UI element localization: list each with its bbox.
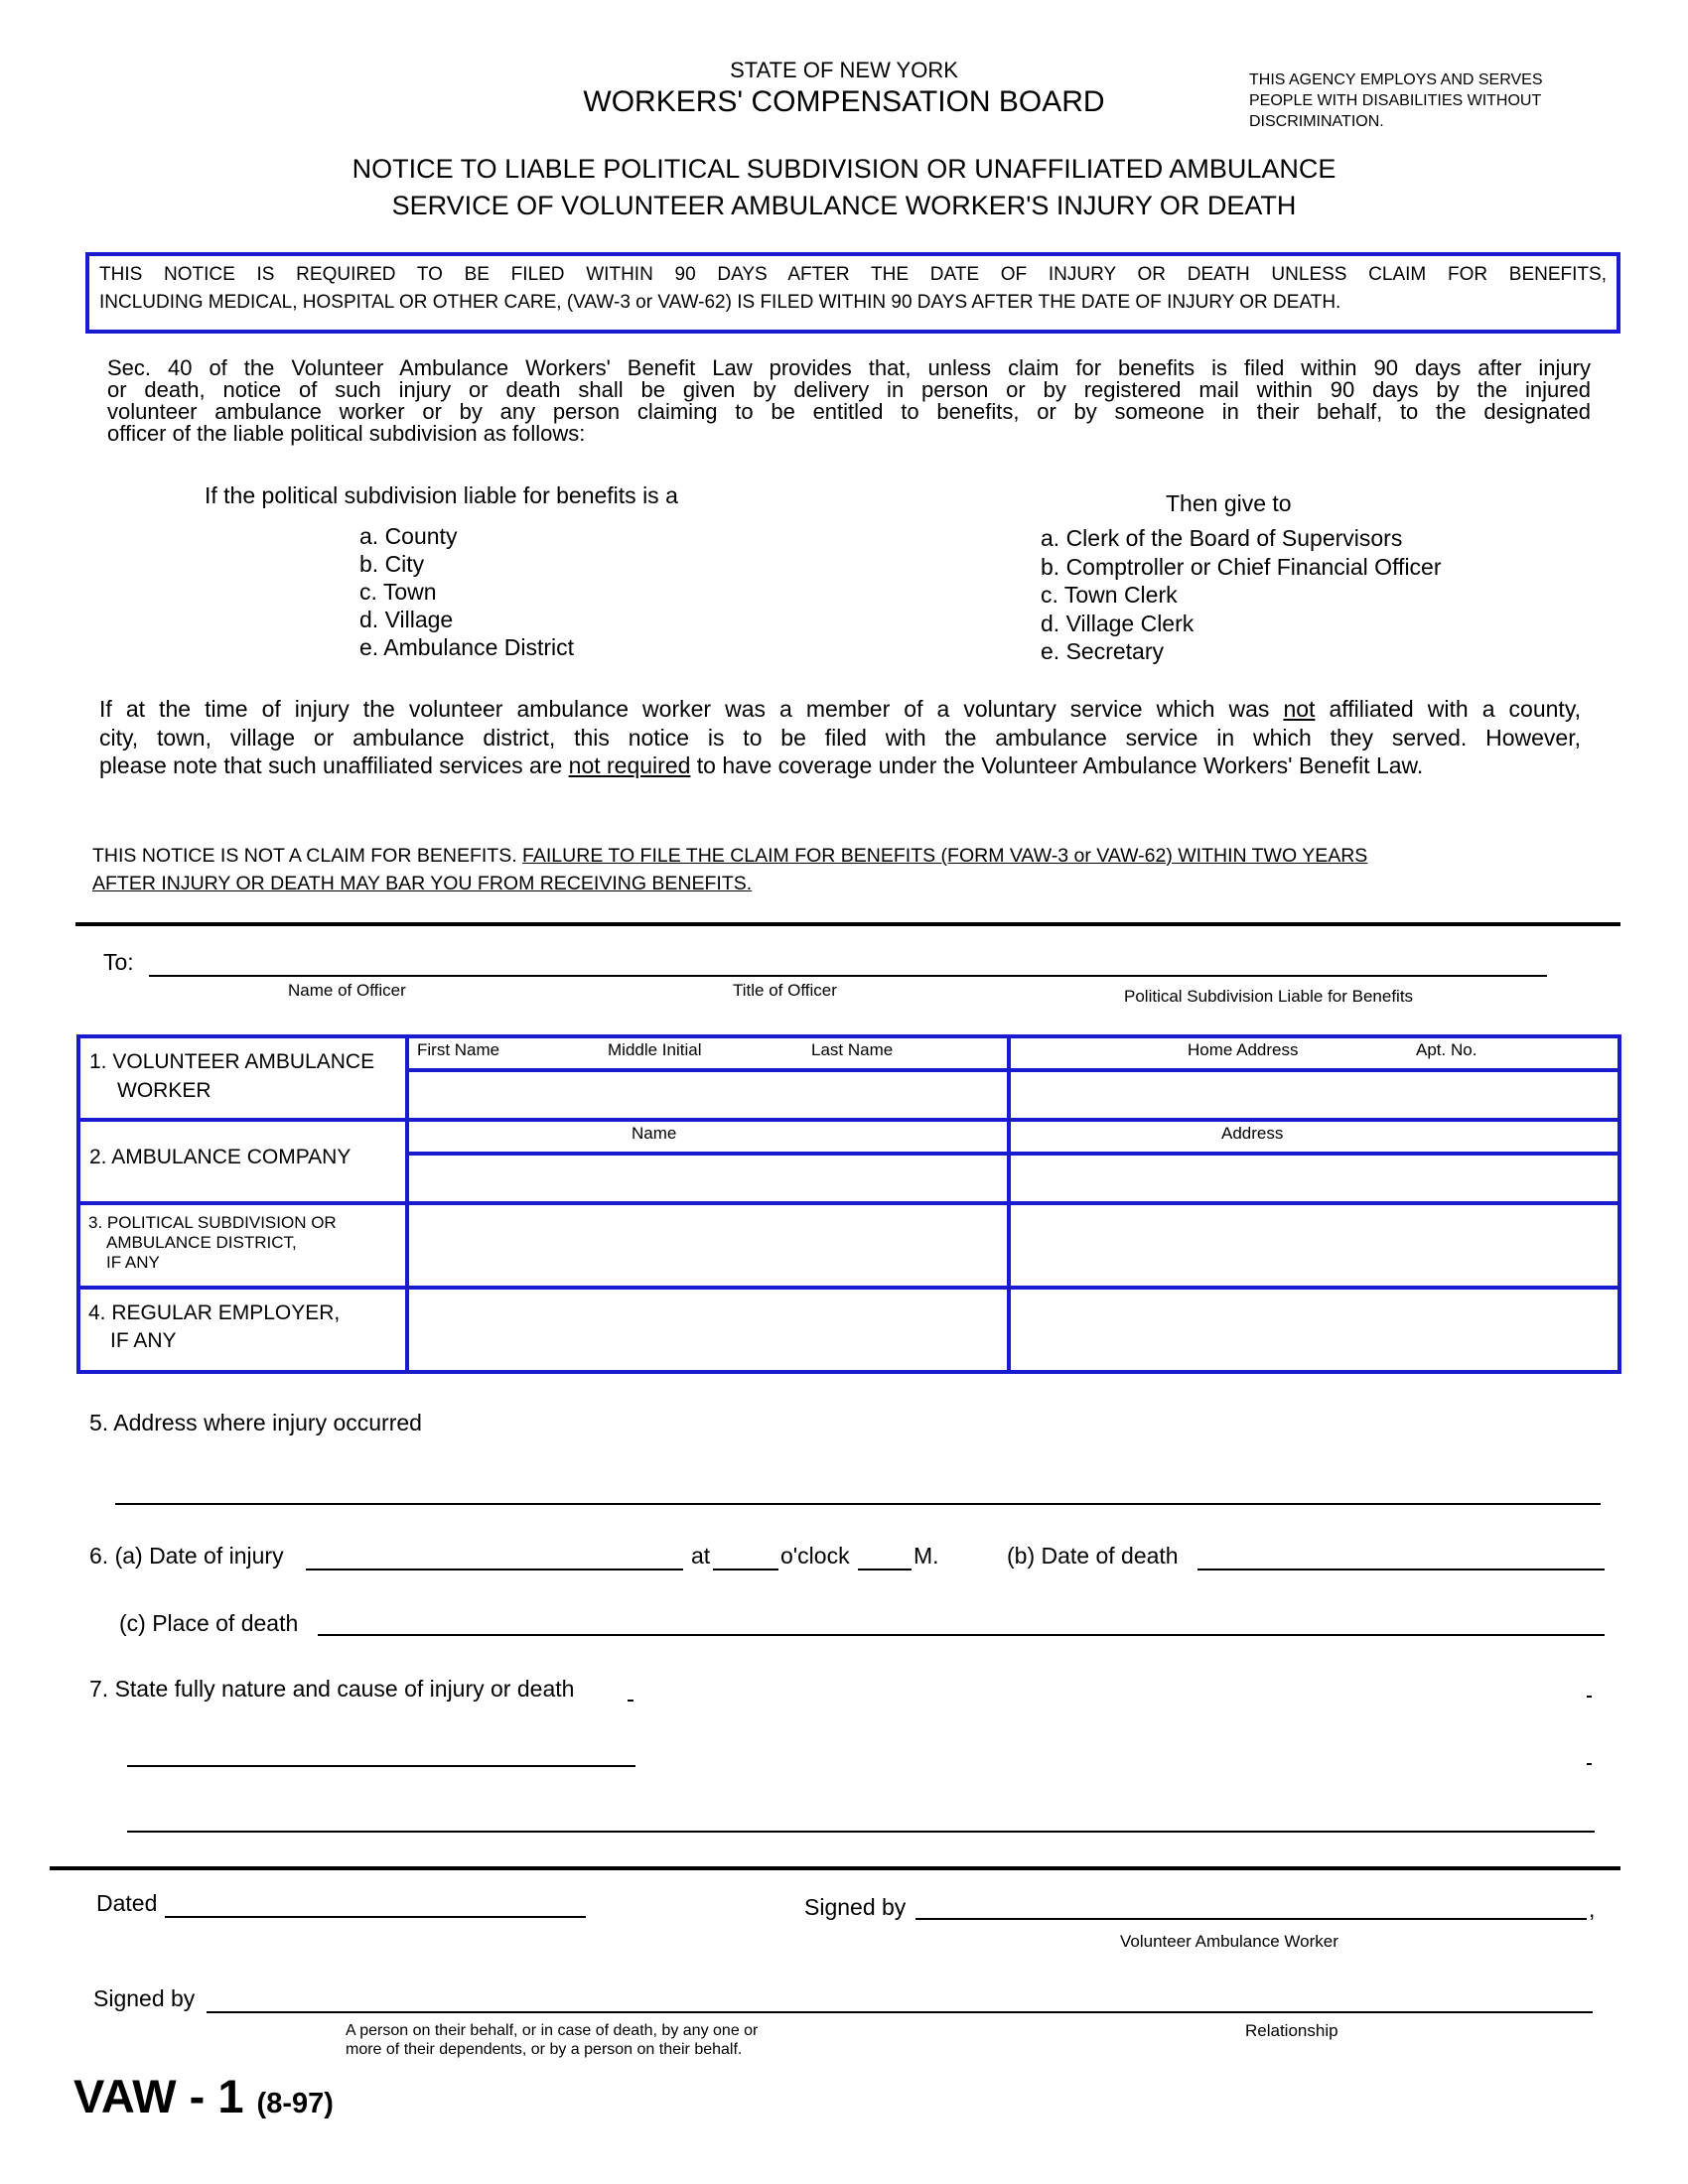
employer-name-field[interactable] — [411, 1292, 1003, 1369]
subdivision-address-field[interactable] — [1013, 1207, 1618, 1283]
name-of-officer-caption: Name of Officer — [288, 981, 406, 1000]
signed-by-label: Signed by — [804, 1894, 907, 1920]
list-item: c. Town Clerk — [1041, 582, 1178, 608]
not-claim-warning — [92, 842, 1612, 897]
text-run: not required — [568, 752, 691, 778]
middle-initial-caption: Middle Initial — [608, 1040, 702, 1059]
representative-signature-field[interactable] — [207, 1985, 1593, 2013]
oclock-label: o'clock — [780, 1543, 850, 1569]
unaffiliated-paragraph — [99, 695, 1581, 780]
worker-name-field[interactable] — [411, 1074, 1003, 1116]
row1-label — [89, 1047, 374, 1105]
unaffiliated-line: city, town, village or ambulance district, this notice is to be filed with the ambulance service in which they served. However, — [99, 724, 1581, 751]
dated-label: Dated — [96, 1890, 158, 1916]
to-field[interactable] — [149, 947, 1547, 977]
label-line: AMBULANCE DISTRICT, — [106, 1233, 297, 1252]
subdivision-heading: If the political subdivision liable for benefits is a — [205, 482, 678, 508]
injury-cause-line-3[interactable] — [127, 1805, 1595, 1833]
list-item: b. City — [359, 551, 425, 577]
injury-cause-field[interactable] — [628, 1674, 633, 1702]
unaffiliated-line — [99, 695, 1581, 724]
text-run: FAILURE TO FILE THE CLAIM FOR BENEFITS (FORM VAW-3 or VAW-62) WITHIN TWO YEARS — [522, 845, 1368, 867]
to-label: To: — [103, 949, 134, 975]
date-of-injury-field[interactable] — [306, 1543, 683, 1570]
subdivision-list — [359, 522, 574, 661]
caption-line: A person on their behalf, or in case of death, by any one or — [346, 2022, 759, 2039]
title-line: SERVICE OF VOLUNTEER AMBULANCE WORKER'S INJURY OR DEATH — [391, 191, 1297, 220]
injury-address-label: 5. Address where injury occurred — [89, 1410, 422, 1435]
agency-line: DISCRIMINATION. — [1249, 113, 1384, 130]
list-item: b. Comptroller or Chief Financial Officer — [1041, 553, 1442, 580]
officer-list — [1041, 524, 1442, 666]
place-of-death-label: (c) Place of death — [119, 1610, 299, 1636]
notice-line: THIS NOTICE IS REQUIRED TO BE FILED WITHIN 90 DAYS AFTER THE DATE OF INJURY OR DEATH UNLESS CLAIM FOR BENEFITS, — [99, 264, 1607, 285]
line-mark — [1587, 1696, 1592, 1698]
list-item: e. Ambulance District — [359, 634, 575, 660]
injury-cause-line-2[interactable] — [127, 1739, 635, 1767]
row2-label: 2. AMBULANCE COMPANY — [89, 1146, 352, 1168]
table-divider — [405, 1152, 1621, 1156]
date-of-injury-label: 6. (a) Date of injury — [89, 1543, 284, 1569]
label-line: IF ANY — [110, 1329, 177, 1352]
agency-line: PEOPLE WITH DISABILITIES WITHOUT — [1249, 92, 1542, 109]
sec40-line: Sec. 40 of the Volunteer Ambulance Workers' Benefit Law provides that, unless claim for benefits is filed within 90 days after injury — [107, 355, 1591, 380]
apt-no-caption: Apt. No. — [1416, 1040, 1477, 1059]
row3-label — [88, 1213, 337, 1273]
worker-signature-field[interactable] — [915, 1892, 1587, 1920]
line-mark — [1587, 1763, 1592, 1765]
home-address-caption: Home Address — [1188, 1040, 1299, 1059]
company-address-caption: Address — [1221, 1124, 1284, 1143]
list-item: d. Village — [359, 607, 454, 632]
text-run: THIS NOTICE IS NOT A CLAIM FOR BENEFITS. — [92, 845, 523, 867]
company-name-field[interactable] — [411, 1158, 1003, 1199]
title-line: NOTICE TO LIABLE POLITICAL SUBDIVISION OR UNAFFILIATED AMBULANCE — [352, 154, 1336, 184]
list-item: a. County — [359, 523, 458, 549]
state-heading: STATE OF NEW YORK — [730, 58, 958, 82]
sec40-paragraph — [107, 357, 1591, 445]
worker-caption: Volunteer Ambulance Worker — [1120, 1932, 1338, 1951]
label-line: WORKER — [117, 1079, 211, 1102]
give-to-heading: Then give to — [1166, 490, 1292, 516]
agency-line: THIS AGENCY EMPLOYS AND SERVES — [1249, 71, 1543, 88]
table-divider — [405, 1068, 1621, 1072]
form-number: VAW - 1 — [73, 2070, 244, 2122]
caption-line: more of their dependents, or by a person on their behalf. — [346, 2041, 743, 2058]
warning-line: AFTER INJURY OR DEATH MAY BAR YOU FROM RECEIVING BENEFITS. — [92, 873, 753, 894]
hour-field[interactable] — [713, 1543, 778, 1570]
date-of-death-field[interactable] — [1197, 1543, 1605, 1570]
subdivision-name-field[interactable] — [411, 1207, 1003, 1283]
sec40-line: or death, notice of such injury or death shall be given by delivery in person or by registered mail within 90 days by the injured — [107, 377, 1591, 402]
section-divider — [75, 922, 1620, 926]
injury-address-field[interactable] — [115, 1469, 1601, 1505]
table-divider — [76, 1286, 1621, 1290]
table-divider — [76, 1201, 1621, 1205]
am-pm-field[interactable] — [858, 1543, 912, 1570]
text-run: affiliated with a county, — [1315, 696, 1581, 722]
sec40-line: volunteer ambulance worker or by any person claiming to be entitled to benefits, or by someone in their behalf, to the designated — [107, 399, 1591, 424]
m-label: M. — [914, 1543, 939, 1569]
relationship-caption: Relationship — [1245, 2021, 1338, 2040]
place-of-death-field[interactable] — [318, 1608, 1605, 1636]
notice-line: INCLUDING MEDICAL, HOSPITAL OR OTHER CARE, (VAW-3 or VAW-62) IS FILED WITHIN 90 DAYS AFTER THE DATE OF INJURY OR DEATH. — [99, 292, 1341, 313]
revision-date: (8-97) — [256, 2088, 334, 2119]
date-of-death-label: (b) Date of death — [1007, 1543, 1179, 1569]
text-run: to have coverage under the Volunteer Ambulance Workers' Benefit Law. — [690, 752, 1424, 778]
agency-statement — [1249, 69, 1543, 132]
signed-by-label-2: Signed by — [93, 1985, 196, 2011]
employer-address-field[interactable] — [1013, 1292, 1618, 1369]
label-line: IF ANY — [106, 1253, 160, 1272]
behalf-caption — [346, 2021, 758, 2059]
injury-cause-label: 7. State fully nature and cause of injury or death — [89, 1676, 575, 1702]
text-run: If at the time of injury the volunteer ambulance worker was a member of a voluntary service which was — [99, 696, 1284, 722]
text-run: not — [1283, 696, 1316, 722]
comma: , — [1589, 1896, 1596, 1922]
text-run: please note that such unaffiliated services are — [99, 752, 569, 778]
label-line: 3. POLITICAL SUBDIVISION OR — [88, 1213, 337, 1232]
title-of-officer-caption: Title of Officer — [733, 981, 837, 1000]
list-item: a. Clerk of the Board of Supervisors — [1041, 525, 1403, 551]
warning-line — [92, 842, 1612, 870]
list-item: e. Secretary — [1041, 638, 1164, 664]
label-line: 4. REGULAR EMPLOYER, — [88, 1301, 341, 1324]
political-subdivision-caption: Political Subdivision Liable for Benefits — [1124, 987, 1414, 1006]
list-item: d. Village Clerk — [1041, 610, 1195, 636]
label-line: 1. VOLUNTEER AMBULANCE — [89, 1050, 375, 1073]
unaffiliated-line — [99, 751, 1581, 780]
company-name-caption: Name — [632, 1124, 677, 1143]
company-address-field[interactable] — [1013, 1158, 1618, 1199]
first-name-caption: First Name — [417, 1040, 500, 1059]
sec40-line: officer of the liable political subdivision as follows: — [107, 421, 586, 446]
dated-field[interactable] — [165, 1890, 586, 1918]
section-divider — [50, 1866, 1620, 1870]
last-name-caption: Last Name — [811, 1040, 894, 1059]
row4-label — [88, 1299, 340, 1355]
board-heading: WORKERS' COMPENSATION BOARD — [583, 85, 1105, 118]
list-item: c. Town — [359, 579, 437, 605]
worker-address-field[interactable] — [1013, 1074, 1618, 1116]
form-title — [248, 151, 1440, 224]
at-label: at — [691, 1543, 711, 1569]
form-id — [73, 2069, 334, 2123]
table-divider — [76, 1118, 1621, 1122]
